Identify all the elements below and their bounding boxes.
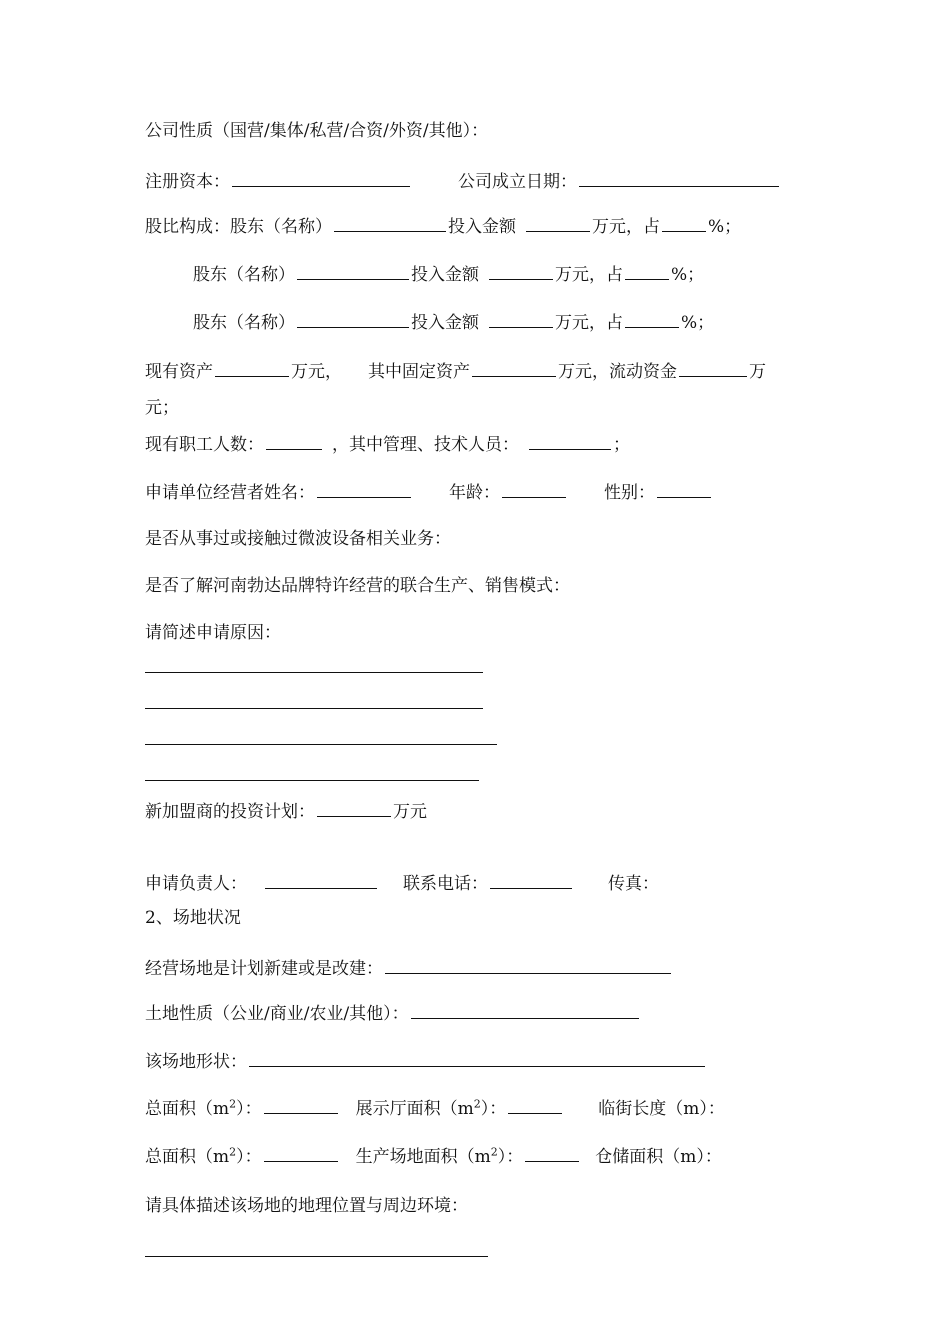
applicant-field[interactable] — [265, 871, 377, 889]
assets-field[interactable] — [215, 359, 289, 377]
wan-yuan-zhan-label: 万元，占 — [555, 313, 623, 333]
fixed-assets-field[interactable] — [472, 359, 556, 377]
site-shape-label: 该场地形状： — [145, 1052, 247, 1072]
wan-yuan-zhan-label: 万元，占 — [555, 265, 623, 285]
applicant-label: 申请负责人： — [145, 874, 247, 894]
shareholder-name-field[interactable] — [297, 310, 409, 328]
invest-amount-field[interactable] — [526, 214, 590, 232]
section-2-heading: 2、场地状况 — [145, 908, 241, 928]
section-2-heading-row — [145, 906, 241, 930]
fixed-assets-label: 其中固定资产 — [368, 362, 470, 382]
site-build-row — [145, 956, 673, 981]
equity-label: 股比构成： — [145, 217, 230, 237]
land-nature-field[interactable] — [411, 1001, 639, 1019]
registered-capital-label: 注册资本： — [145, 172, 230, 192]
reason-row — [145, 621, 281, 645]
area-row-2 — [145, 1144, 722, 1169]
invest-amount-label: 投入金额 — [448, 217, 516, 237]
close-colon: ）： — [497, 1147, 524, 1167]
equity-row-1 — [145, 214, 741, 239]
percent-label: %； — [671, 265, 705, 285]
invest-amount-field[interactable] — [489, 262, 553, 280]
assets-row — [145, 359, 766, 384]
total-area-field[interactable] — [264, 1144, 338, 1162]
site-shape-row — [145, 1049, 707, 1074]
wan-yuan-comma-label: 万元， — [291, 362, 342, 382]
operator-name-field[interactable] — [317, 480, 411, 498]
invest-amount-label: 投入金额 — [411, 265, 479, 285]
established-date-label: 公司成立日期： — [458, 172, 577, 192]
investment-plan-label: 新加盟商的投资计划： — [145, 802, 315, 822]
wan-label: 万 — [749, 362, 766, 382]
shareholder-label: 股东（名称） — [230, 217, 332, 237]
close-colon: ）： — [480, 1099, 507, 1119]
storage-area-label: 仓储面积（m）： — [595, 1147, 722, 1167]
wan-yuan-label: 万元 — [393, 802, 427, 822]
gender-label: 性别： — [604, 483, 655, 503]
microwave-question: 是否从事过或接触过微波设备相关业务： — [145, 529, 451, 549]
assets-row-cont — [145, 396, 179, 420]
shareholder-label: 股东（名称） — [193, 313, 295, 333]
mgmt-staff-field[interactable] — [529, 432, 611, 450]
established-date-field[interactable] — [579, 169, 779, 187]
mode-question: 是否了解河南勃达品牌特许经营的联合生产、销售模式： — [145, 576, 570, 596]
production-area-field[interactable] — [525, 1144, 579, 1162]
location-row — [145, 1194, 468, 1218]
land-nature-row — [145, 1001, 641, 1026]
gender-field[interactable] — [657, 480, 711, 498]
land-nature-label: 土地性质（公业/商业/农业/其他）： — [145, 1004, 409, 1024]
capital-row — [145, 169, 781, 194]
superscript-2: 2 — [229, 1097, 237, 1111]
total-area-field[interactable] — [264, 1096, 338, 1114]
age-label: 年龄： — [449, 483, 500, 503]
comma-label: ， — [332, 435, 349, 455]
phone-label: 联系电话： — [403, 874, 488, 894]
assets-label: 现有资产 — [145, 362, 213, 382]
street-length-label: 临街长度（m）： — [598, 1099, 725, 1119]
company-nature-label: 公司性质（国营/集体/私营/合资/外资/其他）： — [145, 121, 489, 141]
liquid-funds-label: 万元，流动资金 — [558, 362, 677, 382]
liquid-funds-field[interactable] — [679, 359, 747, 377]
yuan-label: 元； — [145, 398, 179, 418]
investment-plan-field[interactable] — [317, 799, 391, 817]
superscript-2: 2 — [473, 1097, 481, 1111]
showroom-area-label: 展示厅面积（m — [355, 1099, 474, 1119]
equity-row-2 — [193, 262, 704, 287]
reason-line-4[interactable] — [145, 780, 479, 781]
staff-count-label: 现有职工人数： — [145, 435, 264, 455]
contact-row — [145, 871, 659, 896]
reason-line-3[interactable] — [145, 744, 497, 745]
superscript-2: 2 — [229, 1145, 237, 1159]
operator-name-label: 申请单位经营者姓名： — [145, 483, 315, 503]
invest-amount-label: 投入金额 — [411, 313, 479, 333]
close-colon: ）： — [236, 1147, 262, 1167]
reason-label: 请简述申请原因： — [145, 623, 281, 643]
close-colon: ）： — [236, 1099, 262, 1119]
total-area-label: 总面积（m — [145, 1099, 230, 1119]
wan-yuan-zhan-label: 万元，占 — [592, 217, 660, 237]
percent-label: %； — [681, 313, 715, 333]
staff-count-field[interactable] — [266, 432, 322, 450]
share-percent-field[interactable] — [662, 214, 706, 232]
mode-row — [145, 574, 570, 598]
mgmt-staff-label: 其中管理、技术人员： — [349, 435, 519, 455]
site-build-label: 经营场地是计划新建或是改建： — [145, 959, 383, 979]
semicolon-label: ； — [613, 435, 630, 455]
share-percent-field[interactable] — [625, 262, 669, 280]
invest-amount-field[interactable] — [489, 310, 553, 328]
location-desc-label: 请具体描述该场地的地理位置与周边环境： — [145, 1196, 468, 1216]
age-field[interactable] — [502, 480, 566, 498]
showroom-area-field[interactable] — [508, 1096, 562, 1114]
staff-row — [145, 432, 630, 457]
superscript-2: 2 — [490, 1145, 498, 1159]
operator-row — [145, 480, 713, 505]
location-line-1[interactable] — [145, 1256, 488, 1257]
shareholder-label: 股东（名称） — [193, 265, 295, 285]
investment-plan-row — [145, 799, 427, 824]
shareholder-name-field[interactable] — [297, 262, 409, 280]
total-area-label: 总面积（m — [145, 1147, 230, 1167]
company-nature-row — [145, 119, 488, 143]
percent-label: %； — [708, 217, 742, 237]
reason-line-2[interactable] — [145, 708, 483, 709]
microwave-row — [145, 527, 451, 551]
production-area-label: 生产场地面积（m — [355, 1147, 491, 1167]
share-percent-field[interactable] — [625, 310, 679, 328]
site-shape-field[interactable] — [249, 1049, 705, 1067]
site-build-field[interactable] — [385, 956, 671, 974]
fax-label: 传真： — [608, 874, 659, 894]
shareholder-name-field[interactable] — [334, 214, 446, 232]
registered-capital-field[interactable] — [232, 169, 410, 187]
equity-row-3 — [193, 310, 714, 335]
area-row-1 — [145, 1096, 725, 1121]
phone-field[interactable] — [490, 871, 572, 889]
reason-line-1[interactable] — [145, 672, 483, 673]
